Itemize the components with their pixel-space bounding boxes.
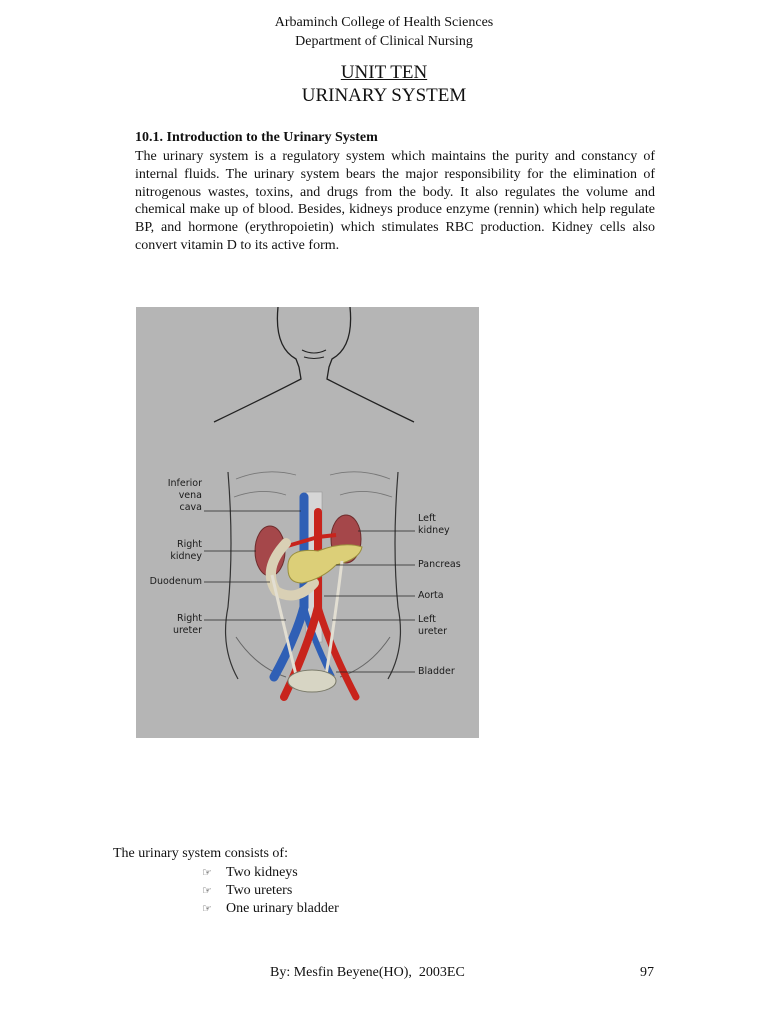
list-item-text: Two ureters [226,883,293,898]
unit-subtitle: URINARY SYSTEM [301,85,467,106]
pancreas [288,545,362,583]
section-heading: 10.1. Introduction to the Urinary System [135,130,378,145]
footer-author: By: Mesfin Beyene(HO), 2003EC [270,965,465,980]
mouth-line [302,350,326,353]
label-left-ureter [418,614,476,638]
label-right-ureter [146,613,202,637]
label-left-kidney [418,513,476,537]
label-line: Bladder [418,666,455,677]
label-line: kidney [170,551,202,562]
chin-line [304,357,324,359]
label-line: vena [178,490,202,501]
label-inferior-vena-cava [146,478,202,514]
bladder [288,670,336,692]
pointing-hand-icon: ☞ [202,867,212,879]
pointing-hand-icon: ☞ [202,885,212,897]
label-line: ureter [418,626,448,637]
list-item [202,882,339,900]
label-line: ureter [172,625,202,636]
label-line: Aorta [418,590,444,601]
department-name: Department of Clinical Nursing [295,34,473,49]
pointing-hand-icon: ☞ [202,903,212,915]
component-list [202,864,339,918]
label-aorta [418,590,476,602]
rib-right [330,472,390,479]
rib-right-2 [340,491,392,497]
list-item [202,864,339,882]
left-neck-outline [214,307,301,422]
page-number: 97 [640,965,654,980]
list-item-text: One urinary bladder [226,901,339,916]
rib-left [236,472,296,479]
label-right-kidney [146,539,202,563]
right-neck-outline [327,307,414,422]
label-line: cava [179,502,202,513]
label-pancreas [418,559,478,571]
list-intro: The urinary system consists of: [113,846,288,861]
left-torso-outline [226,472,238,679]
list-item [202,900,339,918]
label-duodenum [136,576,202,588]
unit-title-text: UNIT TEN [340,62,428,83]
label-bladder [418,666,476,678]
label-line: Right [176,613,202,624]
section-body: The urinary system is a regulatory system which maintains the purity and constancy of internal fluids. The urinary system bears the major responsibility for the elimination of nitrogenous wastes, toxins, and drugs from the body. It also regulates the volume and chemical make up of blood. Besides, kidneys produce enzyme (rennin) which help regulate BP, and hormone (erythropoietin) which stimulates RBC production. Kidney cells also convert vitamin D to its active form. [135,149,655,253]
label-line: Pancreas [418,559,461,570]
unit-title [0,61,768,84]
urinary-system-figure [136,307,479,738]
label-line: Left [418,614,436,625]
right-torso-outline [388,472,400,679]
label-line: kidney [418,525,450,536]
label-line: Duodenum [149,576,202,587]
list-item-text: Two kidneys [226,865,298,880]
label-line: Inferior [167,478,202,489]
rib-left-2 [234,491,286,497]
label-line: Right [176,539,202,550]
label-line: Left [418,513,436,524]
college-name: Arbaminch College of Health Sciences [274,15,494,30]
